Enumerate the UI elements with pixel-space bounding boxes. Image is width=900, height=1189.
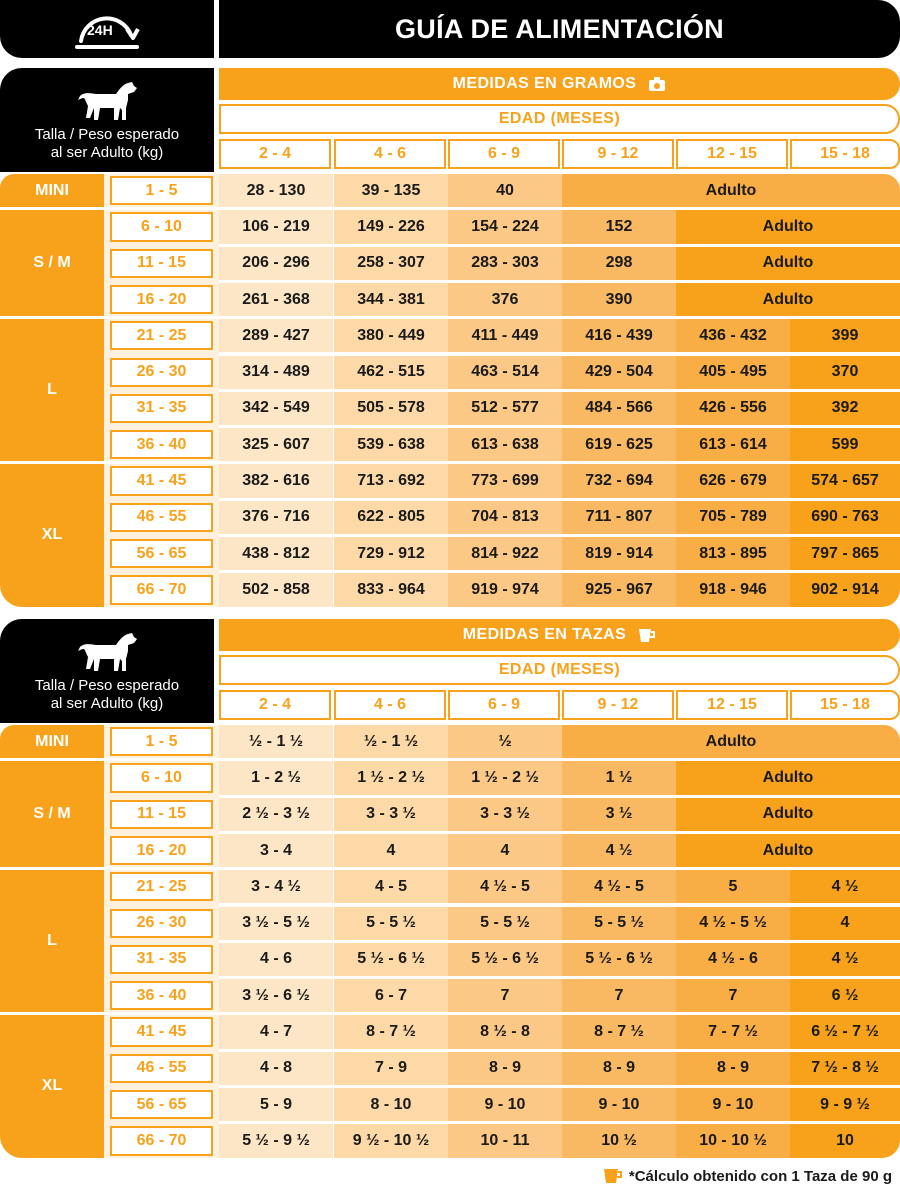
weight-3-0: 41 - 45 bbox=[110, 1017, 213, 1046]
value-cell: 4 - 6 bbox=[219, 943, 333, 976]
value-cell: 261 - 368 bbox=[219, 283, 333, 316]
value-cell: 619 - 625 bbox=[562, 428, 676, 461]
value-cell: 8 - 9 bbox=[676, 1052, 790, 1085]
value-cell: 5 ½ - 6 ½ bbox=[334, 943, 448, 976]
weight-2-1: 26 - 30 bbox=[110, 909, 213, 938]
badge-24h: 24H bbox=[87, 22, 113, 38]
dog-icon bbox=[76, 629, 138, 673]
value-cell: 4 ½ bbox=[790, 870, 900, 903]
footnote bbox=[440, 1164, 892, 1188]
value-cell: 7 bbox=[562, 979, 676, 1012]
value-cell: 462 - 515 bbox=[334, 356, 448, 389]
adult-cell: Adulto bbox=[676, 247, 900, 280]
group-2: L bbox=[0, 319, 104, 461]
value-cell: 833 - 964 bbox=[334, 573, 448, 606]
value-cell: 154 - 224 bbox=[448, 210, 562, 243]
value-cell: 8 - 9 bbox=[448, 1052, 562, 1085]
value-cell: 283 - 303 bbox=[448, 247, 562, 280]
age-col-1: 4 - 6 bbox=[334, 690, 446, 720]
weight-2-1: 26 - 30 bbox=[110, 358, 213, 387]
value-cell: 5 - 9 bbox=[219, 1088, 333, 1121]
size-label-line1: Talla / Peso esperado bbox=[34, 126, 180, 143]
value-cell: 463 - 514 bbox=[448, 356, 562, 389]
value-cell: 732 - 694 bbox=[562, 464, 676, 497]
size-label-line1: Talla / Peso esperado bbox=[34, 677, 180, 694]
value-cell: 690 - 763 bbox=[790, 501, 900, 534]
value-cell: 5 bbox=[676, 870, 790, 903]
value-cell: 3 - 3 ½ bbox=[334, 798, 448, 831]
value-cell: 28 - 130 bbox=[219, 174, 333, 207]
value-cell: ½ bbox=[448, 725, 562, 758]
value-cell: 9 - 10 bbox=[562, 1088, 676, 1121]
value-cell: 918 - 946 bbox=[676, 573, 790, 606]
adult-cell: Adulto bbox=[676, 834, 900, 867]
adult-cell: Adulto bbox=[562, 725, 900, 758]
value-cell: 919 - 974 bbox=[448, 573, 562, 606]
value-cell: 416 - 439 bbox=[562, 319, 676, 352]
value-cell: 7 bbox=[448, 979, 562, 1012]
value-cell: 344 - 381 bbox=[334, 283, 448, 316]
value-cell: 4 bbox=[790, 907, 900, 940]
adult-cell: Adulto bbox=[676, 761, 900, 794]
value-cell: 512 - 577 bbox=[448, 392, 562, 425]
value-cell: 705 - 789 bbox=[676, 501, 790, 534]
age-col-2: 6 - 9 bbox=[448, 690, 560, 720]
value-cell: 4 bbox=[448, 834, 562, 867]
value-cell: 39 - 135 bbox=[334, 174, 448, 207]
value-cell: 325 - 607 bbox=[219, 428, 333, 461]
value-cell: 729 - 912 bbox=[334, 537, 448, 570]
value-cell: 484 - 566 bbox=[562, 392, 676, 425]
scale-icon bbox=[648, 76, 666, 92]
value-cell: 382 - 616 bbox=[219, 464, 333, 497]
group-0: MINI bbox=[0, 174, 104, 207]
value-cell: 376 - 716 bbox=[219, 501, 333, 534]
weight-1-0: 6 - 10 bbox=[110, 763, 213, 792]
group-1: S / M bbox=[0, 210, 104, 316]
value-cell: 1 ½ bbox=[562, 761, 676, 794]
value-cell: 7 - 7 ½ bbox=[676, 1015, 790, 1048]
value-cell: 9 - 10 bbox=[676, 1088, 790, 1121]
group-1: S / M bbox=[0, 761, 104, 867]
value-cell: 106 - 219 bbox=[219, 210, 333, 243]
age-col-3: 9 - 12 bbox=[562, 139, 674, 169]
value-cell: 711 - 807 bbox=[562, 501, 676, 534]
dog-icon bbox=[76, 78, 138, 122]
value-cell: 289 - 427 bbox=[219, 319, 333, 352]
group-2: L bbox=[0, 870, 104, 1012]
value-cell: 626 - 679 bbox=[676, 464, 790, 497]
value-cell: 206 - 296 bbox=[219, 247, 333, 280]
value-cell: 9 - 9 ½ bbox=[790, 1088, 900, 1121]
value-cell: 10 ½ bbox=[562, 1124, 676, 1157]
value-cell: 599 bbox=[790, 428, 900, 461]
weight-1-1: 11 - 15 bbox=[110, 800, 213, 829]
value-cell: 149 - 226 bbox=[334, 210, 448, 243]
age-header: EDAD (MESES) bbox=[219, 655, 900, 685]
value-cell: 505 - 578 bbox=[334, 392, 448, 425]
value-cell: 3 - 4 ½ bbox=[219, 870, 333, 903]
value-cell: 40 bbox=[448, 174, 562, 207]
weight-3-1: 46 - 55 bbox=[110, 1054, 213, 1083]
value-cell: 429 - 504 bbox=[562, 356, 676, 389]
value-cell: 405 - 495 bbox=[676, 356, 790, 389]
weight-2-0: 21 - 25 bbox=[110, 321, 213, 350]
value-cell: 298 bbox=[562, 247, 676, 280]
value-cell: 4 ½ - 6 bbox=[676, 943, 790, 976]
value-cell: 426 - 556 bbox=[676, 392, 790, 425]
value-cell: 5 ½ - 6 ½ bbox=[562, 943, 676, 976]
value-cell: 1 - 2 ½ bbox=[219, 761, 333, 794]
value-cell: 4 ½ bbox=[790, 943, 900, 976]
value-cell: 436 - 432 bbox=[676, 319, 790, 352]
group-3: XL bbox=[0, 1015, 104, 1157]
value-cell: ½ - 1 ½ bbox=[219, 725, 333, 758]
value-cell: 3 ½ bbox=[562, 798, 676, 831]
value-cell: 370 bbox=[790, 356, 900, 389]
value-cell: 3 ½ - 5 ½ bbox=[219, 907, 333, 940]
weight-2-3: 36 - 40 bbox=[110, 981, 213, 1010]
value-cell: 704 - 813 bbox=[448, 501, 562, 534]
value-cell: 5 - 5 ½ bbox=[448, 907, 562, 940]
value-cell: 539 - 638 bbox=[334, 428, 448, 461]
value-cell: 4 - 5 bbox=[334, 870, 448, 903]
value-cell: 314 - 489 bbox=[219, 356, 333, 389]
age-col-0: 2 - 4 bbox=[219, 139, 331, 169]
value-cell: 411 - 449 bbox=[448, 319, 562, 352]
cups-title: MEDIDAS EN TAZAS bbox=[462, 626, 627, 643]
weight-3-3: 66 - 70 bbox=[110, 575, 213, 604]
value-cell: ½ - 1 ½ bbox=[334, 725, 448, 758]
grams-title: MEDIDAS EN GRAMOS bbox=[452, 75, 637, 92]
weight-0-0: 1 - 5 bbox=[110, 176, 213, 205]
weight-1-0: 6 - 10 bbox=[110, 212, 213, 241]
cup-icon bbox=[603, 1167, 623, 1185]
value-cell: 6 ½ bbox=[790, 979, 900, 1012]
weight-1-2: 16 - 20 bbox=[110, 285, 213, 314]
value-cell: 1 ½ - 2 ½ bbox=[334, 761, 448, 794]
value-cell: 713 - 692 bbox=[334, 464, 448, 497]
adult-cell: Adulto bbox=[676, 283, 900, 316]
value-cell: 376 bbox=[448, 283, 562, 316]
value-cell: 4 - 8 bbox=[219, 1052, 333, 1085]
weight-1-2: 16 - 20 bbox=[110, 836, 213, 865]
value-cell: 8 - 10 bbox=[334, 1088, 448, 1121]
weight-0-0: 1 - 5 bbox=[110, 727, 213, 756]
weight-3-2: 56 - 65 bbox=[110, 1090, 213, 1119]
value-cell: 438 - 812 bbox=[219, 537, 333, 570]
size-header bbox=[0, 619, 214, 723]
value-cell: 5 - 5 ½ bbox=[334, 907, 448, 940]
value-cell: 502 - 858 bbox=[219, 573, 333, 606]
value-cell: 773 - 699 bbox=[448, 464, 562, 497]
value-cell: 8 - 7 ½ bbox=[334, 1015, 448, 1048]
size-header bbox=[0, 68, 214, 172]
value-cell: 390 bbox=[562, 283, 676, 316]
value-cell: 797 - 865 bbox=[790, 537, 900, 570]
age-col-5: 15 - 18 bbox=[790, 139, 900, 169]
value-cell: 7 ½ - 8 ½ bbox=[790, 1052, 900, 1085]
adult-cell: Adulto bbox=[676, 798, 900, 831]
age-col-0: 2 - 4 bbox=[219, 690, 331, 720]
value-cell: 814 - 922 bbox=[448, 537, 562, 570]
value-cell: 3 - 4 bbox=[219, 834, 333, 867]
grams-band bbox=[219, 68, 900, 100]
value-cell: 4 ½ bbox=[562, 834, 676, 867]
value-cell: 6 - 7 bbox=[334, 979, 448, 1012]
age-col-5: 15 - 18 bbox=[790, 690, 900, 720]
age-col-4: 12 - 15 bbox=[676, 139, 788, 169]
value-cell: 574 - 657 bbox=[790, 464, 900, 497]
weight-2-3: 36 - 40 bbox=[110, 430, 213, 459]
weight-3-0: 41 - 45 bbox=[110, 466, 213, 495]
value-cell: 10 - 11 bbox=[448, 1124, 562, 1157]
value-cell: 613 - 638 bbox=[448, 428, 562, 461]
size-label-line2: al ser Adulto (kg) bbox=[50, 144, 164, 161]
group-3: XL bbox=[0, 464, 104, 606]
value-cell: 5 ½ - 9 ½ bbox=[219, 1124, 333, 1157]
value-cell: 3 - 3 ½ bbox=[448, 798, 562, 831]
value-cell: 4 bbox=[334, 834, 448, 867]
value-cell: 4 ½ - 5 bbox=[448, 870, 562, 903]
group-0: MINI bbox=[0, 725, 104, 758]
value-cell: 5 - 5 ½ bbox=[562, 907, 676, 940]
age-col-3: 9 - 12 bbox=[562, 690, 674, 720]
value-cell: 8 ½ - 8 bbox=[448, 1015, 562, 1048]
value-cell: 258 - 307 bbox=[334, 247, 448, 280]
value-cell: 392 bbox=[790, 392, 900, 425]
weight-3-2: 56 - 65 bbox=[110, 539, 213, 568]
top-badge-box bbox=[0, 0, 214, 58]
value-cell: 9 ½ - 10 ½ bbox=[334, 1124, 448, 1157]
weight-2-2: 31 - 35 bbox=[110, 394, 213, 423]
size-label-line2: al ser Adulto (kg) bbox=[50, 695, 164, 712]
cups-band bbox=[219, 619, 900, 651]
value-cell: 380 - 449 bbox=[334, 319, 448, 352]
footnote-text: *Cálculo obtenido con 1 Taza de 90 g bbox=[628, 1167, 892, 1185]
value-cell: 902 - 914 bbox=[790, 573, 900, 606]
value-cell: 4 ½ - 5 bbox=[562, 870, 676, 903]
adult-cell: Adulto bbox=[562, 174, 900, 207]
value-cell: 1 ½ - 2 ½ bbox=[448, 761, 562, 794]
value-cell: 4 - 7 bbox=[219, 1015, 333, 1048]
value-cell: 7 bbox=[676, 979, 790, 1012]
age-col-4: 12 - 15 bbox=[676, 690, 788, 720]
value-cell: 8 - 9 bbox=[562, 1052, 676, 1085]
weight-2-2: 31 - 35 bbox=[110, 945, 213, 974]
value-cell: 2 ½ - 3 ½ bbox=[219, 798, 333, 831]
value-cell: 8 - 7 ½ bbox=[562, 1015, 676, 1048]
value-cell: 819 - 914 bbox=[562, 537, 676, 570]
age-col-2: 6 - 9 bbox=[448, 139, 560, 169]
value-cell: 3 ½ - 6 ½ bbox=[219, 979, 333, 1012]
value-cell: 5 ½ - 6 ½ bbox=[448, 943, 562, 976]
value-cell: 342 - 549 bbox=[219, 392, 333, 425]
value-cell: 9 - 10 bbox=[448, 1088, 562, 1121]
value-cell: 4 ½ - 5 ½ bbox=[676, 907, 790, 940]
page-title: GUÍA DE ALIMENTACIÓN bbox=[219, 0, 900, 58]
value-cell: 7 - 9 bbox=[334, 1052, 448, 1085]
adult-cell: Adulto bbox=[676, 210, 900, 243]
value-cell: 152 bbox=[562, 210, 676, 243]
weight-1-1: 11 - 15 bbox=[110, 249, 213, 278]
value-cell: 6 ½ - 7 ½ bbox=[790, 1015, 900, 1048]
age-col-1: 4 - 6 bbox=[334, 139, 446, 169]
value-cell: 613 - 614 bbox=[676, 428, 790, 461]
value-cell: 813 - 895 bbox=[676, 537, 790, 570]
value-cell: 622 - 805 bbox=[334, 501, 448, 534]
weight-2-0: 21 - 25 bbox=[110, 872, 213, 901]
weight-3-3: 66 - 70 bbox=[110, 1126, 213, 1155]
value-cell: 10 - 10 ½ bbox=[676, 1124, 790, 1157]
value-cell: 399 bbox=[790, 319, 900, 352]
value-cell: 10 bbox=[790, 1124, 900, 1157]
value-cell: 925 - 967 bbox=[562, 573, 676, 606]
cup-icon bbox=[638, 627, 656, 643]
weight-3-1: 46 - 55 bbox=[110, 503, 213, 532]
age-header: EDAD (MESES) bbox=[219, 104, 900, 134]
